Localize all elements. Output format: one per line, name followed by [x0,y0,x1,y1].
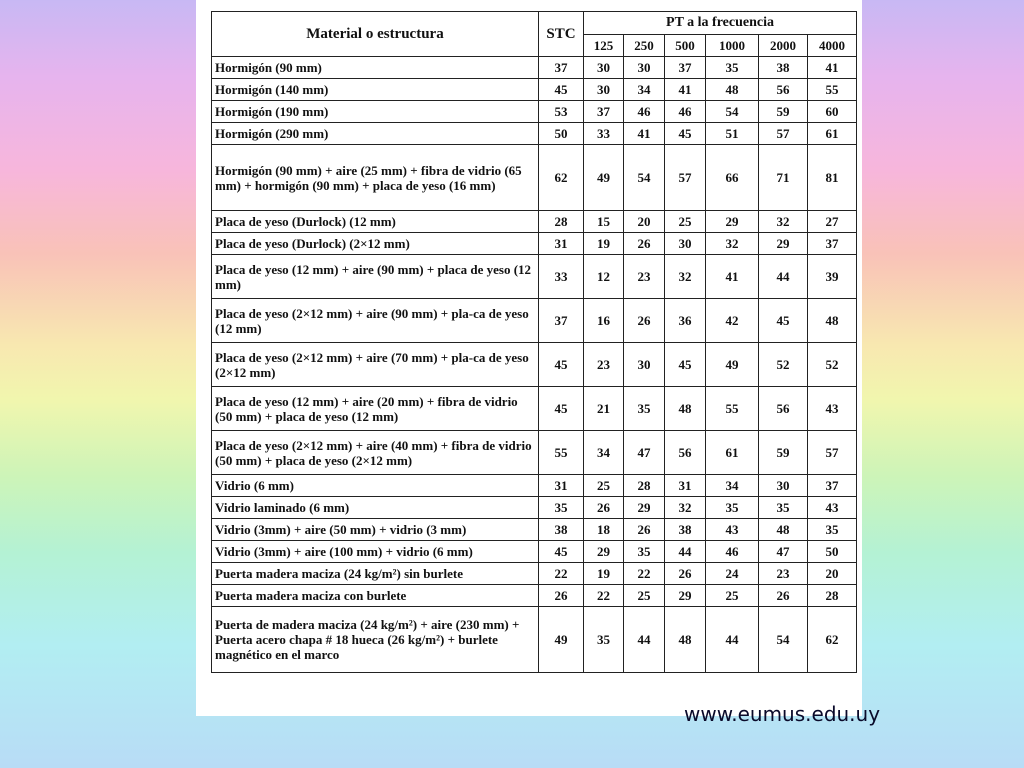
cell-material: Placa de yeso (2×12 mm) + aire (90 mm) + pla-ca de yeso (12 mm) [212,299,539,343]
cell-pt-value: 25 [665,211,706,233]
cell-pt-value: 62 [808,607,857,673]
cell-pt-value: 44 [759,255,808,299]
cell-pt-value: 35 [624,541,665,563]
cell-pt-value: 37 [665,57,706,79]
transmission-loss-table [211,11,857,673]
cell-pt-value: 54 [706,101,759,123]
cell-pt-value: 43 [808,497,857,519]
cell-pt-value: 26 [624,519,665,541]
cell-stc: 33 [539,255,584,299]
cell-material: Vidrio (6 mm) [212,475,539,497]
cell-material: Hormigón (140 mm) [212,79,539,101]
cell-stc: 38 [539,519,584,541]
cell-pt-value: 39 [808,255,857,299]
cell-material: Puerta madera maciza (24 kg/m²) sin burlete [212,563,539,585]
cell-pt-value: 35 [706,497,759,519]
cell-stc: 35 [539,497,584,519]
cell-pt-value: 60 [808,101,857,123]
cell-pt-value: 36 [665,299,706,343]
cell-pt-value: 59 [759,101,808,123]
table-row [212,475,857,497]
table-row [212,431,857,475]
cell-pt-value: 37 [808,475,857,497]
cell-material: Placa de yeso (Durlock) (12 mm) [212,211,539,233]
table-row [212,343,857,387]
cell-pt-value: 25 [624,585,665,607]
cell-pt-value: 23 [624,255,665,299]
cell-pt-value: 37 [584,101,624,123]
cell-stc: 49 [539,607,584,673]
cell-pt-value: 35 [706,57,759,79]
cell-pt-value: 32 [706,233,759,255]
cell-pt-value: 32 [759,211,808,233]
cell-material: Vidrio (3mm) + aire (100 mm) + vidrio (6 mm) [212,541,539,563]
cell-stc: 22 [539,563,584,585]
cell-stc: 37 [539,299,584,343]
table-row [212,57,857,79]
cell-pt-value: 16 [584,299,624,343]
cell-pt-value: 26 [624,233,665,255]
header-freq: 1000 [706,34,759,57]
cell-material: Vidrio laminado (6 mm) [212,497,539,519]
cell-pt-value: 26 [665,563,706,585]
header-material: Material o estructura [212,12,539,57]
cell-material: Hormigón (90 mm) [212,57,539,79]
cell-pt-value: 29 [584,541,624,563]
cell-pt-value: 41 [706,255,759,299]
cell-material: Hormigón (290 mm) [212,123,539,145]
cell-pt-value: 49 [584,145,624,211]
cell-pt-value: 41 [624,123,665,145]
table-row [212,585,857,607]
cell-pt-value: 29 [706,211,759,233]
cell-pt-value: 29 [665,585,706,607]
cell-pt-value: 34 [624,79,665,101]
table-row [212,233,857,255]
cell-pt-value: 45 [665,123,706,145]
cell-pt-value: 19 [584,563,624,585]
cell-pt-value: 56 [759,79,808,101]
cell-pt-value: 54 [624,145,665,211]
cell-material: Placa de yeso (Durlock) (2×12 mm) [212,233,539,255]
cell-material: Placa de yeso (2×12 mm) + aire (70 mm) + pla-ca de yeso (2×12 mm) [212,343,539,387]
cell-pt-value: 30 [624,57,665,79]
cell-pt-value: 59 [759,431,808,475]
header-freq: 125 [584,34,624,57]
cell-pt-value: 25 [706,585,759,607]
header-stc: STC [539,12,584,57]
cell-stc: 55 [539,431,584,475]
cell-pt-value: 45 [665,343,706,387]
cell-pt-value: 30 [584,79,624,101]
table-row [212,607,857,673]
cell-pt-value: 27 [808,211,857,233]
cell-pt-value: 26 [624,299,665,343]
header-freq: 250 [624,34,665,57]
cell-pt-value: 55 [706,387,759,431]
cell-pt-value: 44 [665,541,706,563]
cell-pt-value: 44 [624,607,665,673]
cell-pt-value: 23 [584,343,624,387]
cell-pt-value: 71 [759,145,808,211]
cell-pt-value: 46 [624,101,665,123]
cell-pt-value: 32 [665,497,706,519]
cell-pt-value: 55 [808,79,857,101]
table-row [212,497,857,519]
cell-pt-value: 28 [624,475,665,497]
cell-pt-value: 24 [706,563,759,585]
cell-pt-value: 52 [759,343,808,387]
cell-pt-value: 15 [584,211,624,233]
cell-pt-value: 12 [584,255,624,299]
cell-pt-value: 61 [808,123,857,145]
cell-stc: 53 [539,101,584,123]
cell-material: Placa de yeso (12 mm) + aire (90 mm) + placa de yeso (12 mm) [212,255,539,299]
cell-pt-value: 57 [808,431,857,475]
cell-stc: 62 [539,145,584,211]
cell-stc: 31 [539,475,584,497]
table-panel [196,0,862,716]
cell-stc: 28 [539,211,584,233]
header-freq: 4000 [808,34,857,57]
cell-material: Hormigón (190 mm) [212,101,539,123]
cell-pt-value: 56 [665,431,706,475]
cell-pt-value: 18 [584,519,624,541]
cell-pt-value: 66 [706,145,759,211]
cell-stc: 31 [539,233,584,255]
cell-pt-value: 30 [759,475,808,497]
cell-pt-value: 30 [665,233,706,255]
cell-material: Puerta madera maciza con burlete [212,585,539,607]
table-row [212,387,857,431]
cell-pt-value: 42 [706,299,759,343]
cell-pt-value: 33 [584,123,624,145]
cell-pt-value: 31 [665,475,706,497]
table-row [212,123,857,145]
table-row [212,79,857,101]
cell-pt-value: 28 [808,585,857,607]
cell-pt-value: 25 [584,475,624,497]
cell-stc: 37 [539,57,584,79]
cell-pt-value: 81 [808,145,857,211]
cell-pt-value: 61 [706,431,759,475]
cell-pt-value: 48 [665,607,706,673]
cell-pt-value: 48 [665,387,706,431]
table-row [212,211,857,233]
cell-pt-value: 47 [624,431,665,475]
cell-pt-value: 47 [759,541,808,563]
cell-pt-value: 35 [584,607,624,673]
cell-pt-value: 52 [808,343,857,387]
cell-pt-value: 35 [624,387,665,431]
header-freq: 500 [665,34,706,57]
cell-pt-value: 32 [665,255,706,299]
cell-material: Puerta de madera maciza (24 kg/m²) + aire (230 mm) + Puerta acero chapa # 18 hueca (26 kg/m²) + burlete magnético en el marco [212,607,539,673]
cell-pt-value: 29 [759,233,808,255]
cell-stc: 45 [539,387,584,431]
cell-pt-value: 49 [706,343,759,387]
cell-pt-value: 38 [759,57,808,79]
cell-pt-value: 50 [808,541,857,563]
cell-pt-value: 26 [759,585,808,607]
cell-pt-value: 34 [706,475,759,497]
cell-material: Hormigón (90 mm) + aire (25 mm) + fibra de vidrio (65 mm) + hormigón (90 mm) + placa de yeso (16 mm) [212,145,539,211]
header-pt-frequency: PT a la frecuencia [584,12,857,35]
cell-pt-value: 37 [808,233,857,255]
table-row [212,541,857,563]
table-row [212,145,857,211]
cell-stc: 50 [539,123,584,145]
cell-pt-value: 54 [759,607,808,673]
cell-pt-value: 57 [759,123,808,145]
cell-stc: 45 [539,541,584,563]
cell-stc: 26 [539,585,584,607]
table-row [212,519,857,541]
cell-pt-value: 21 [584,387,624,431]
cell-pt-value: 48 [759,519,808,541]
cell-pt-value: 22 [624,563,665,585]
cell-pt-value: 43 [808,387,857,431]
cell-pt-value: 35 [759,497,808,519]
cell-pt-value: 51 [706,123,759,145]
cell-pt-value: 22 [584,585,624,607]
cell-pt-value: 46 [706,541,759,563]
cell-pt-value: 30 [584,57,624,79]
cell-pt-value: 48 [706,79,759,101]
cell-pt-value: 35 [808,519,857,541]
cell-pt-value: 20 [624,211,665,233]
table-row [212,299,857,343]
cell-material: Vidrio (3mm) + aire (50 mm) + vidrio (3 mm) [212,519,539,541]
cell-pt-value: 44 [706,607,759,673]
cell-pt-value: 45 [759,299,808,343]
cell-pt-value: 29 [624,497,665,519]
footer-url: www.eumus.edu.uy [684,702,881,726]
cell-material: Placa de yeso (12 mm) + aire (20 mm) + fibra de vidrio (50 mm) + placa de yeso (12 mm) [212,387,539,431]
cell-pt-value: 34 [584,431,624,475]
cell-pt-value: 56 [759,387,808,431]
table-row [212,101,857,123]
cell-pt-value: 41 [808,57,857,79]
header-freq: 2000 [759,34,808,57]
cell-pt-value: 57 [665,145,706,211]
cell-stc: 45 [539,79,584,101]
cell-pt-value: 46 [665,101,706,123]
cell-pt-value: 41 [665,79,706,101]
cell-pt-value: 43 [706,519,759,541]
cell-pt-value: 26 [584,497,624,519]
cell-stc: 45 [539,343,584,387]
table-row [212,255,857,299]
cell-material: Placa de yeso (2×12 mm) + aire (40 mm) + fibra de vidrio (50 mm) + placa de yeso (2×12 mm) [212,431,539,475]
cell-pt-value: 23 [759,563,808,585]
cell-pt-value: 38 [665,519,706,541]
cell-pt-value: 48 [808,299,857,343]
cell-pt-value: 19 [584,233,624,255]
cell-pt-value: 20 [808,563,857,585]
table-row [212,563,857,585]
cell-pt-value: 30 [624,343,665,387]
